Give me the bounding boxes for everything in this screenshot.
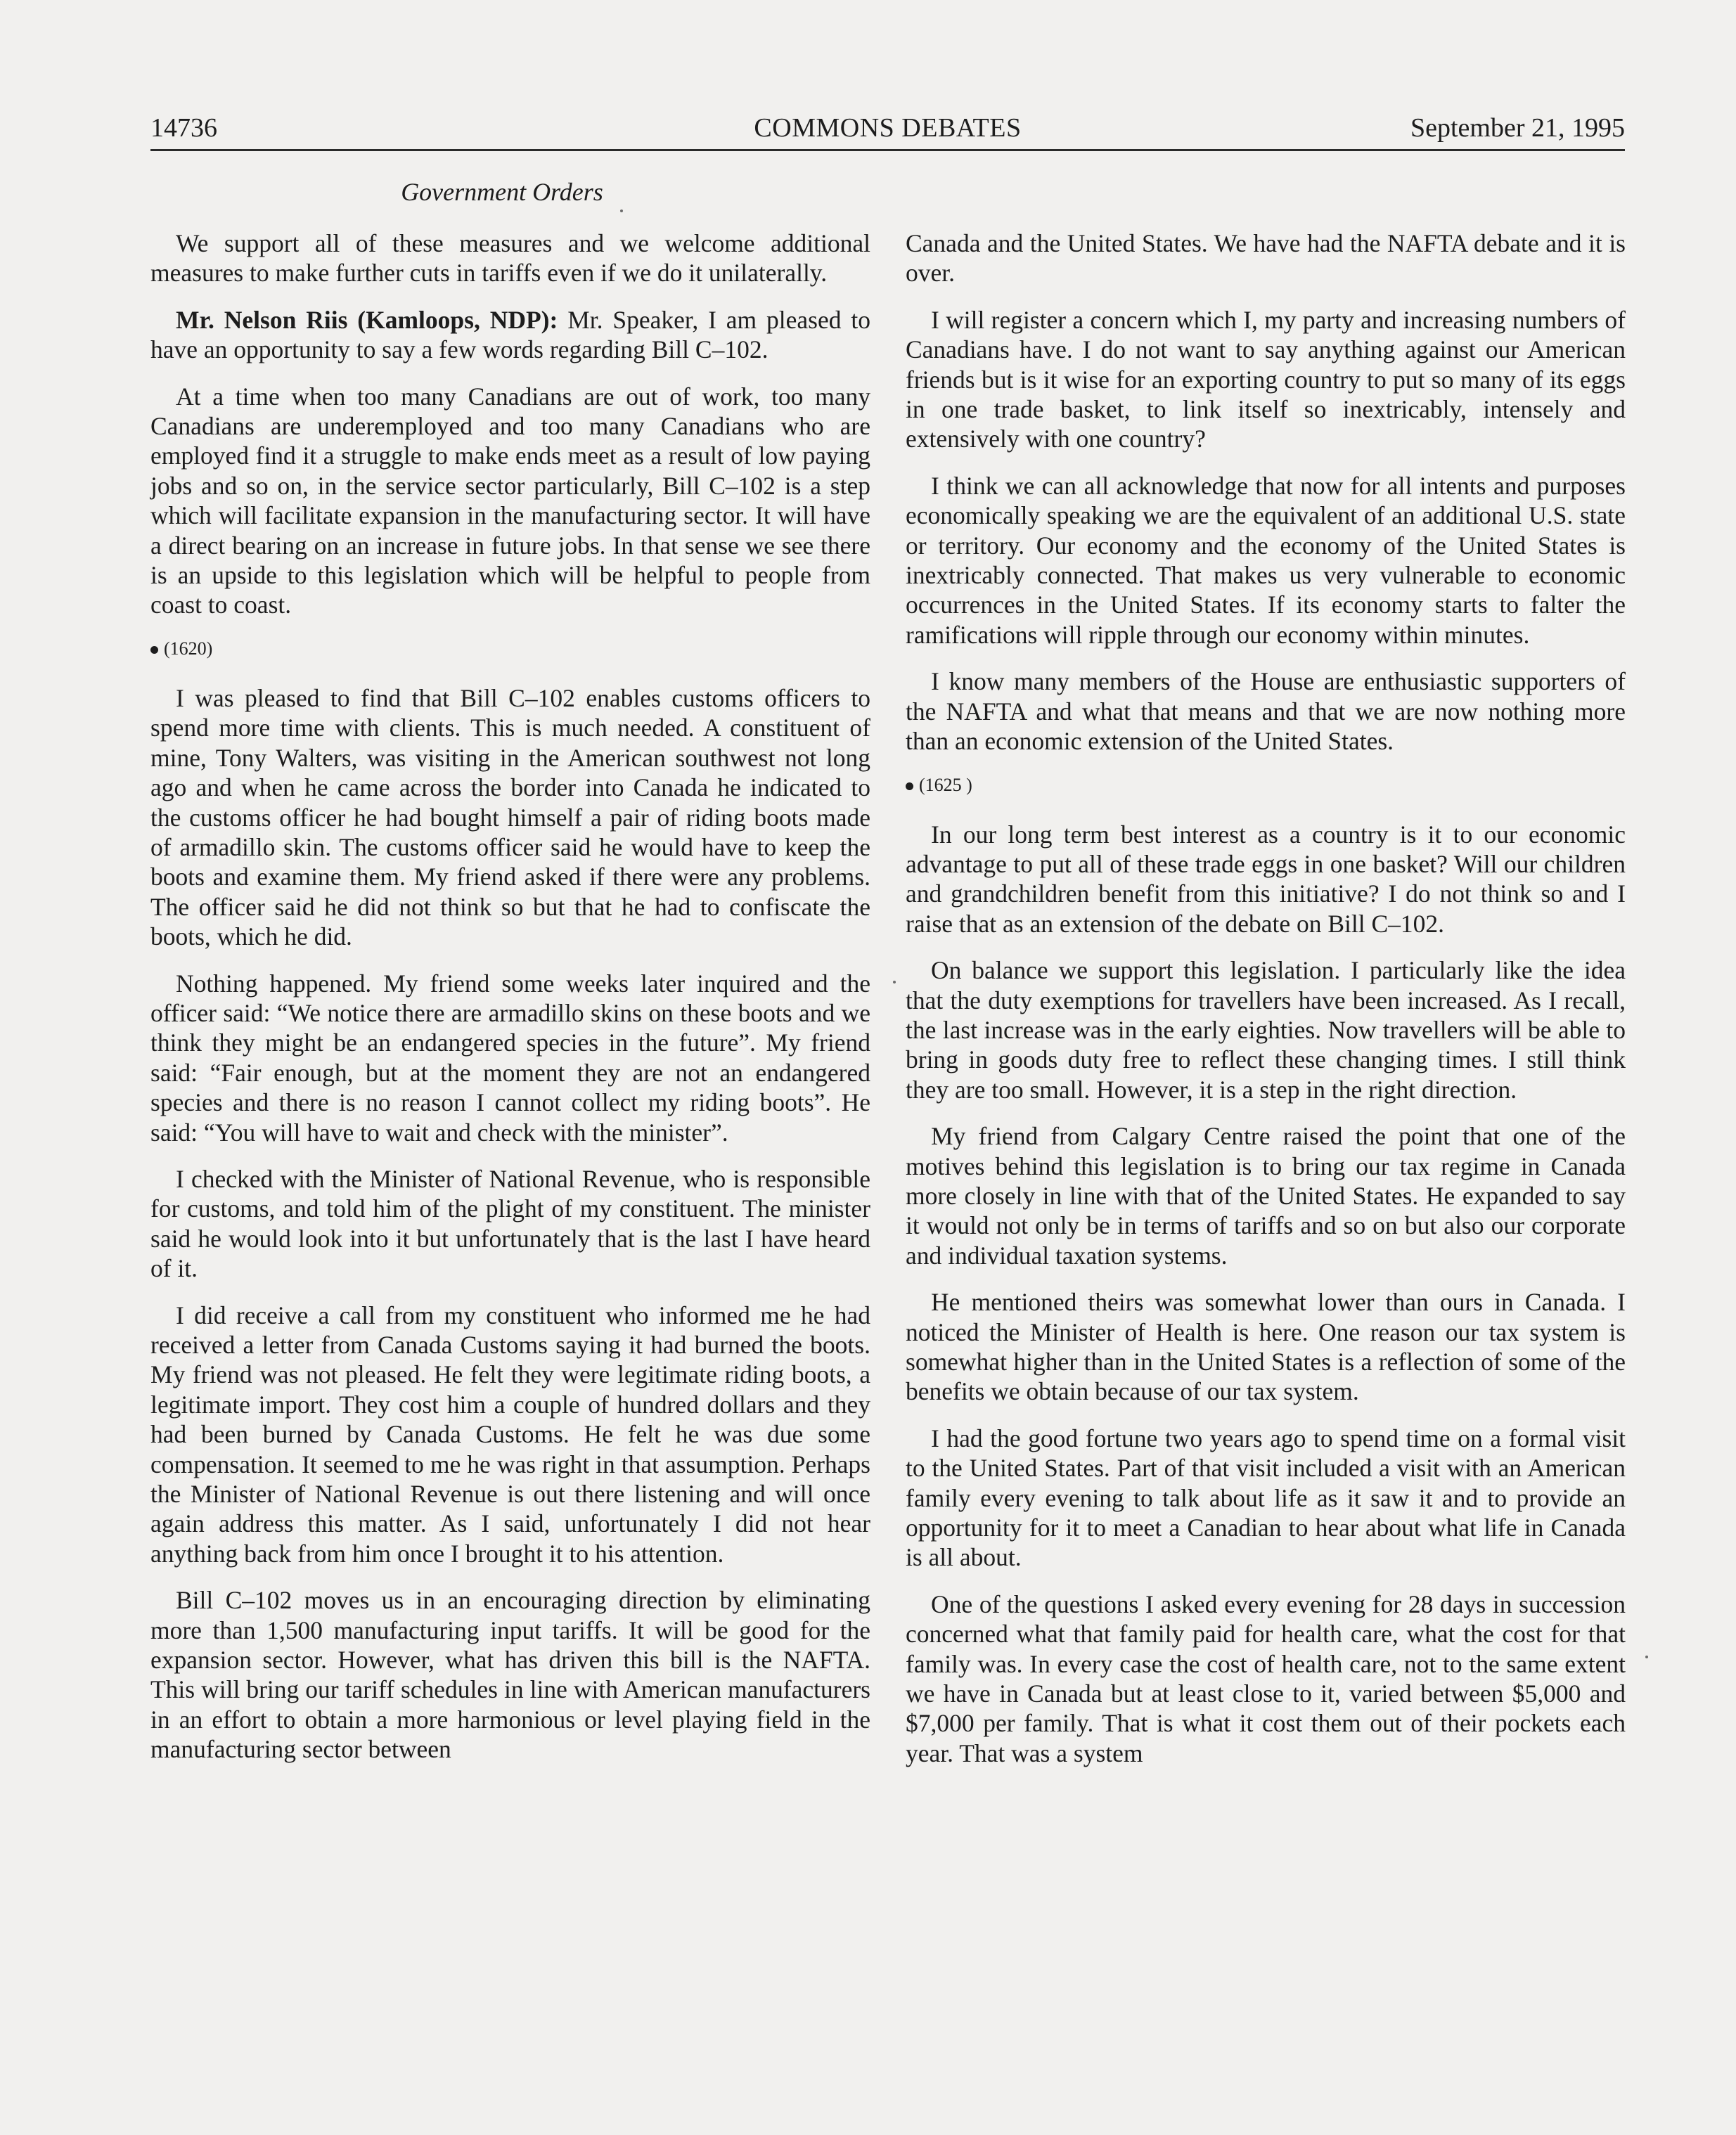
paragraph: I had the good fortune two years ago to spend time on a formal visit to the United States. Part of that visit included a visit with an American family every evening to talk about life as it saw it and to provide an opportunity for it to meet a Canadian to hear about what life in Canada is all about.	[906, 1424, 1626, 1572]
page-header	[150, 105, 1625, 151]
paragraph: He mentioned theirs was somewhat lower than ours in Canada. I noticed the Minister of Health is here. One reason our tax system is somewhat higher than in the United States is a reflection of some of the benefits we obtain because of our tax system.	[906, 1288, 1626, 1406]
scan-speck	[1645, 1656, 1648, 1658]
timestamp-text: (1620)	[164, 638, 213, 659]
speaker-name: Mr. Nelson Riis (Kamloops, NDP):	[176, 305, 558, 334]
timestamp-text: (1625 )	[919, 774, 972, 795]
paragraph: On balance we support this legislation. I particularly like the idea that the duty exemptions for travellers have been increased. As I recall, the last increase was in the early eighties. Now travellers will be able to bring in goods duty free to reflect these changing times. I still think they are too small. However, it is a step in the right direction.	[906, 956, 1626, 1104]
paragraph: At a time when too many Canadians are out of work, too many Canadians are underemployed and too many Canadians who are employed find it a struggle to make ends meet as a result of low paying jobs and so on, in the service sector particularly, Bill C–102 is a step which will facilitate expansion in the manufacturing sector. It will have a direct bearing on an increase in future jobs. In that sense we see there is an upside to this legislation which will be helpful to people from coast to coast.	[150, 382, 870, 619]
speaker-text: Mr. Speaker, I am pleased to have an opportunity to say a few words regarding Bill C–102.	[150, 305, 870, 364]
section-label: Government Orders	[401, 178, 603, 206]
speaker-paragraph	[150, 305, 870, 365]
paragraph: My friend from Calgary Centre raised the point that one of the motives behind this legislation is to bring our tax regime in Canada more closely in line with that of the United States. He expanded to say it would not only be in terms of tariffs and so on but also our corporate and individual taxation systems.	[906, 1122, 1626, 1270]
paragraph: We support all of these measures and we welcome additional measures to make further cuts in tariffs even if we do it unilaterally.	[150, 229, 870, 288]
timestamp-marker	[150, 637, 870, 661]
paragraph: I think we can all acknowledge that now for all intents and purposes economically speaking we are the equivalent of an additional U.S. state or territory. Our economy and the economy of the United States is inextricably connected. That makes us very vulnerable to economic occurrences in the United States. If its economy starts to falter the ramifications will ripple through our economy within minutes.	[906, 471, 1626, 649]
right-column	[906, 228, 1626, 1785]
scan-speck	[893, 981, 896, 983]
paragraph: I will register a concern which I, my party and increasing numbers of Canadians have. I do not want to say anything against our American friends but is it wise for an exporting country to put so many of its eggs in one trade basket, to link itself so inextricably, intensely and extensively with one country?	[906, 305, 1626, 453]
paragraph: I did receive a call from my constituent who informed me he had received a letter from Canada Customs saying it had burned the boots. My friend was not pleased. He felt they were legitimate riding boots, a legitimate import. They cost him a couple of hundred dollars and they had been burned by Canada Customs. He felt he was due some compensation. It seemed to me he was right in that assumption. Perhaps the Minister of National Revenue is out there listening and will once again address this matter. As I said, unfortunately I did not hear anything back from him once I brought it to his attention.	[150, 1301, 870, 1568]
left-column	[150, 228, 870, 1781]
paragraph: I was pleased to find that Bill C–102 enables customs officers to spend more time with clients. This is much needed. A constituent of mine, Tony Walters, was visiting in the American southwest not long ago and when he came across the border into Canada he indicated to the customs officer he had bought himself a pair of riding boots made of armadillo skin. The customs officer said he would have to keep the boots and examine them. My friend asked if there were any problems. The officer said he did not think so but that he had to confiscate the boots, which he did.	[150, 683, 870, 951]
timestamp-marker	[906, 773, 1626, 797]
publication-title: COMMONS DEBATES	[754, 113, 1022, 143]
bullet-icon	[150, 646, 158, 654]
paragraph: I checked with the Minister of National Revenue, who is responsible for customs, and told him of the plight of my constituent. The minister said he would look into it but unfortunately that is the last I have heard of it.	[150, 1164, 870, 1283]
paragraph: Nothing happened. My friend some weeks later inquired and the officer said: “We notice there are armadillo skins on these boots and we think they might be an endangered species in the future”. My friend said: “Fair enough, but at the moment they are not an endangered species and there is no reason I cannot collect my riding boots”. He said: “You will have to wait and check with the minister”.	[150, 969, 870, 1147]
bullet-icon	[906, 782, 913, 790]
paragraph: Bill C–102 moves us in an encouraging direction by eliminating more than 1,500 manufacturing input tariffs. It will be good for the expansion sector. However, what has driven this bill is the NAFTA. This will bring our tariff schedules in line with American manufacturers in an effort to obtain a more harmonious or level playing field in the manufacturing sector between	[150, 1586, 870, 1764]
scan-speck	[620, 209, 623, 212]
page-number: 14736	[150, 113, 217, 143]
paragraph: In our long term best interest as a country is it to our economic advantage to put all of these trade eggs in one basket? Will our children and grandchildren benefit from this initiative? I do not think so and I raise that as an extension of the debate on Bill C–102.	[906, 820, 1626, 938]
paragraph: Canada and the United States. We have had the NAFTA debate and it is over.	[906, 229, 1626, 288]
paragraph: One of the questions I asked every evening for 28 days in succession concerned what that family paid for health care, what the cost for that family was. In every case the cost of health care, not to the same extent we have in Canada but at least close to it, varied between $5,000 and $7,000 per family. That is what it cost them out of their pockets each year. That was a system	[906, 1589, 1626, 1767]
paragraph: I know many members of the House are enthusiastic supporters of the NAFTA and what that means and that we are now nothing more than an economic extension of the United States.	[906, 667, 1626, 756]
publication-date: September 21, 1995	[1410, 113, 1625, 143]
